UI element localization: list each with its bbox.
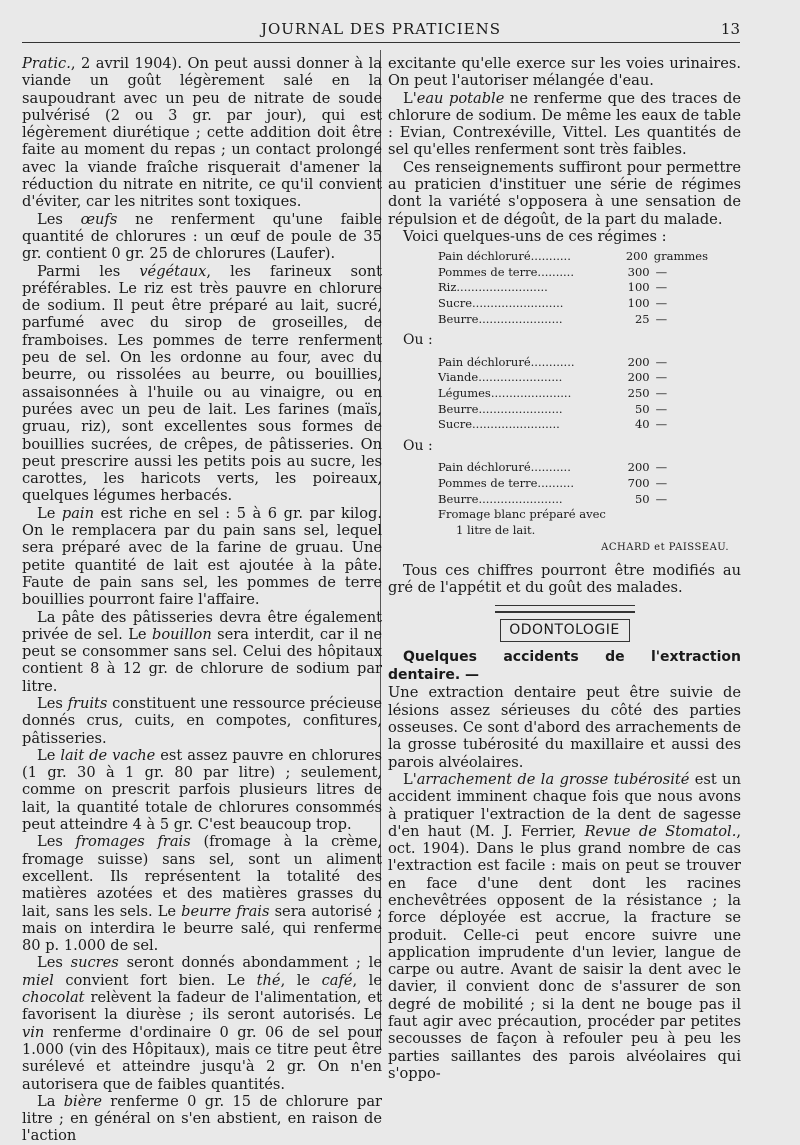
regime-item xyxy=(388,460,708,476)
paragraph xyxy=(388,684,741,770)
item-name: Pain déchloruré........... xyxy=(438,460,571,475)
right-column xyxy=(388,55,741,1082)
text-run: seront donnés abondamment ; le xyxy=(118,954,382,972)
text-run: ne renferme que des traces de chlorure de sodium. De même les eaux de table : Evian, Contrexéville, Vittel. Les quantités de sel qu'elles renferment sont très faibles. xyxy=(388,89,741,159)
paragraph xyxy=(388,90,741,159)
article-title: Quelques accidents de l'extraction dentaire. — xyxy=(388,648,741,684)
regime-1 xyxy=(388,249,741,327)
paragraph xyxy=(388,159,741,228)
item-unit: grammes xyxy=(653,249,708,264)
item-quantity: 40 xyxy=(634,417,650,432)
regime-authors: ACHARD et PAISSEAU. xyxy=(601,542,729,554)
text-run: Voici quelques-uns de ces régimes : xyxy=(403,227,667,245)
regime-item xyxy=(388,249,708,265)
item-unit: — xyxy=(655,370,668,385)
section-heading: ODONTOLOGIE xyxy=(500,619,630,642)
page-header xyxy=(22,18,740,43)
paragraph xyxy=(388,55,741,90)
text-run: Le xyxy=(37,504,62,522)
item-unit: — xyxy=(655,401,668,416)
regime-item xyxy=(388,476,708,492)
italic-term: bouillon xyxy=(152,625,212,643)
italic-term: café xyxy=(321,971,353,989)
item-unit: — xyxy=(655,460,668,475)
right-top-text xyxy=(388,55,741,245)
text-run: ne renferment qu'une faible quantité de chlorures : un œuf de poule de 35 gr. contient 0 gr. 25 de chlorures (Laufer). xyxy=(22,210,382,263)
right-bottom-text xyxy=(388,684,741,1082)
italic-term: œufs xyxy=(80,210,118,228)
item-name: Beurre....................... xyxy=(438,491,563,506)
regime-item xyxy=(388,386,708,402)
regime-3-extra-2: 1 litre de lait. xyxy=(456,522,536,537)
regime-item xyxy=(388,280,708,296)
item-unit: — xyxy=(655,354,668,369)
paragraph xyxy=(22,1093,382,1145)
text-run: Tous ces chiffres pourront être modifiés au gré de l'appétit et du goût des malades. xyxy=(388,561,741,597)
item-quantity: 250 xyxy=(627,386,650,401)
regime-item xyxy=(388,265,708,281)
paragraph xyxy=(22,505,382,609)
regime-item xyxy=(388,296,708,312)
paragraph xyxy=(22,55,382,211)
item-unit: — xyxy=(655,311,668,326)
text-run: L' xyxy=(403,89,417,107)
regime-3-extra-1: Fromage blanc préparé avec xyxy=(438,507,606,522)
italic-term: Pratic. xyxy=(22,55,71,72)
text-run: est un accident imminent chaque fois que nous avons à pratiquer l'extraction de la dent de sagesse d'en haut (M. J. Ferrier, xyxy=(388,770,741,840)
paragraph xyxy=(388,228,741,245)
journal-title: JOURNAL DES PRATICIENS xyxy=(260,20,502,38)
item-name: Pain déchloruré............ xyxy=(438,354,575,369)
paragraph xyxy=(22,263,382,505)
item-quantity: 200 xyxy=(627,370,650,385)
item-unit: — xyxy=(655,264,668,279)
text-run: (fromage à la crème, fromage suisse) sans sel, sont un aliment excellent. Ils représentent la totalité des matières azotées et des matières grasses du lait, sans les sels. Le xyxy=(22,833,383,920)
left-column xyxy=(22,55,382,1145)
text-run: La xyxy=(37,1092,64,1110)
text-run: , 2 avril 1904). On peut aussi donner à la viande un goût légèrement salé en la saupoudrant avec un peu de nitrate de soude pulvérisé (2 ou 3 gr. par jour), qui est légèrement diurétique ; cette addition doit être faite au moment du repas ; un contact prolongé avec la viande fraîche risquerait d'amener la réduction du nitrate en nitrite, ce qu'il convient d'éviter, car les nitrites sont toxiques. xyxy=(22,55,382,211)
item-unit: — xyxy=(655,386,668,401)
item-unit: — xyxy=(655,491,668,506)
italic-term: miel xyxy=(22,971,54,989)
item-quantity: 700 xyxy=(627,475,650,490)
item-quantity: 50 xyxy=(634,491,650,506)
paragraph xyxy=(22,747,382,833)
text-run: excitante qu'elle exerce sur les voies urinaires. On peut l'autoriser mélangée d'eau. xyxy=(388,55,741,90)
text-run: relèvent la fadeur de l'alimentation, et favorisent la diurèse ; ils seront autorisés. Le xyxy=(22,989,382,1024)
right-mid-text xyxy=(388,562,741,597)
item-name: Riz......................... xyxy=(438,280,548,295)
text-run: renferme d'ordinaire 0 gr. 06 de sel pour 1.000 (vin des Hôpitaux), mais ce titre peut être surélevé et atteindre jusqu'à 2 gr. On n'en autorisera que de faibles quantités. xyxy=(22,1023,382,1093)
item-quantity: 300 xyxy=(627,264,650,279)
paragraph xyxy=(22,695,382,747)
text-run: Les xyxy=(37,694,68,712)
item-unit: — xyxy=(655,475,668,490)
paragraph xyxy=(22,833,382,954)
item-name: Pommes de terre.......... xyxy=(438,264,574,279)
article-title-line xyxy=(388,648,741,685)
item-unit: — xyxy=(655,296,668,311)
item-name: Pain déchloruré........... xyxy=(438,249,571,264)
item-quantity: 100 xyxy=(627,280,650,295)
regime-item xyxy=(388,370,708,386)
italic-term: bière xyxy=(63,1092,102,1110)
item-quantity: 50 xyxy=(634,401,650,416)
item-name: Sucre......................... xyxy=(438,296,564,311)
item-name: Beurre....................... xyxy=(438,311,563,326)
item-unit: — xyxy=(655,417,668,432)
regime-item xyxy=(388,417,708,433)
item-quantity: 200 xyxy=(625,249,648,264)
italic-term: Revue de Stomatol. xyxy=(584,822,737,840)
italic-term: thé xyxy=(256,971,281,989)
paragraph xyxy=(22,954,382,1092)
text-run: Les xyxy=(37,833,76,851)
italic-term: vin xyxy=(22,1023,45,1041)
item-quantity: 200 xyxy=(627,460,650,475)
text-run: , les farineux sont préférables. Le riz est très pauvre en chlorure de sodium. Il peut être préparé au lait, sucré, parfumé avec du sirop de groseilles, de framboises. Les pommes de terre renferment peu de sel. On les ordonne au four, avec du beurre, ou rissolées au beurre, ou bouillies, assaisonnées à l'huile ou au vinaigre, ou en purées avec un peu de lait. Les farines (maïs, gruau, riz), sont excellentes sous formes de bouillies sucrées, de crêpes, de pâtisseries. On peut prescrire aussi les petits pois au sucre, les carottes, les haricots verts, les poireaux, quelques légumes herbacés. xyxy=(22,262,382,505)
regime-2 xyxy=(388,355,741,433)
text-run: , oct. 1904). Dans le plus grand nombre de cas l'extraction est facile : mais on peut se trouver en face d'une dent dont les racines enchevêtrées opposent de la résistance ; la force déployée est accrue, la fracture se produit. Celle-ci peut encore suivre une application imprudente d'un levier, langue de carpe ou autre. Avant de saisir la dent avec le davier, il convient donc de s'assurer de son degré de mobilité ; si la dent ne bouge pas il faut agir avec précaution, procéder par petites secousses de façon à refouler peu à peu les parties saillantes des parois alvéolaires qui s'oppo- xyxy=(388,822,742,1082)
item-quantity: 25 xyxy=(634,311,650,326)
item-name: Beurre....................... xyxy=(438,401,563,416)
regime-item xyxy=(388,355,708,371)
text-run: Les xyxy=(37,210,81,228)
text-run: sera interdit, car il ne peut se consommer sans sel. Celui des hôpitaux contient 8 à 12 gr. de chlorure de sodium par litre. xyxy=(22,625,382,695)
text-run: renferme 0 gr. 15 de chlorure par litre ; en général on s'en abstient, en raison de l'action xyxy=(22,1092,382,1145)
regime-item xyxy=(388,312,708,328)
regime-3 xyxy=(388,460,741,507)
text-run: L' xyxy=(403,770,417,788)
italic-term: fruits xyxy=(67,694,108,712)
text-run: sera autorisé ; mais on interdira le beurre salé, qui renferme 80 p. 1.000 de sel. xyxy=(22,902,383,955)
text-run: convient fort bien. Le xyxy=(53,971,257,989)
regime-or-2: Ou : xyxy=(403,437,433,454)
text-run: est assez pauvre en chlorures (1 gr. 30 à 1 gr. 80 par litre) ; seulement, comme on prescrit parfois plusieurs litres de lait, la quantité totale de chlorures consommés peut atteindre 4 à 5 gr. C'est beaucoup trop. xyxy=(22,746,383,834)
paragraph xyxy=(388,562,741,597)
text-run: La pâte des pâtisseries devra être également privée de sel. Le xyxy=(22,608,382,643)
text-run: constituent une ressource précieuse donnés crus, cuits, en compotes, confitures, pâtisseries. xyxy=(22,694,382,747)
section-separator xyxy=(495,605,635,613)
item-name: Sucre........................ xyxy=(438,417,560,432)
regime-item xyxy=(388,402,708,418)
item-quantity: 100 xyxy=(627,296,650,311)
italic-term: fromages frais xyxy=(75,833,191,851)
italic-term: lait de vache xyxy=(60,746,156,764)
paragraph xyxy=(388,771,741,1082)
text-run: Le xyxy=(37,746,61,764)
italic-term: végétaux xyxy=(139,262,207,280)
italic-term: eau potable xyxy=(416,89,505,107)
regime-item xyxy=(388,492,708,508)
page-number: 13 xyxy=(720,20,740,38)
item-name: Pommes de terre.......... xyxy=(438,475,574,490)
text-run: , le xyxy=(280,971,322,989)
italic-term: beurre frais xyxy=(181,902,270,920)
item-quantity: 200 xyxy=(627,354,650,369)
item-name: Légumes...................... xyxy=(438,386,572,401)
text-run: Parmi les xyxy=(37,262,140,280)
italic-term: sucres xyxy=(70,954,119,972)
italic-term: chocolat xyxy=(22,989,85,1007)
paragraph xyxy=(22,609,382,695)
paragraph xyxy=(22,211,382,263)
diet-regimes xyxy=(388,249,741,556)
italic-term: pain xyxy=(61,504,94,522)
regime-or-1: Ou : xyxy=(403,332,433,349)
text-run: Les xyxy=(37,954,71,972)
item-unit: — xyxy=(655,280,668,295)
item-name: Viande....................... xyxy=(438,370,563,385)
text-run: Une extraction dentaire peut être suivie de lésions assez sérieuses du côté des parties osseuses. Ce sont d'abord des arrachements de la grosse tubérosité du maxillaire et aussi des parois alvéolaires. xyxy=(388,684,741,771)
text-run: est riche en sel : 5 à 6 gr. par kilog. On le remplacera par du pain sans sel, lequel sera préparé avec de la farine de gruau. Une petite quantité de lait est ajoutée à la pâte. Faute de pain sans sel, les pommes de terre bouillies pourront faire l'affaire. xyxy=(22,504,382,609)
text-run: Ces renseignements suffiront pour permettre au praticien d'instituer une série de régimes dont la variété s'opposera à une sensation de répulsion et de dégoût, de la part du malade. xyxy=(388,158,741,228)
text-run: , le xyxy=(352,971,382,989)
italic-term: arrachement de la grosse tubérosité xyxy=(416,770,690,788)
